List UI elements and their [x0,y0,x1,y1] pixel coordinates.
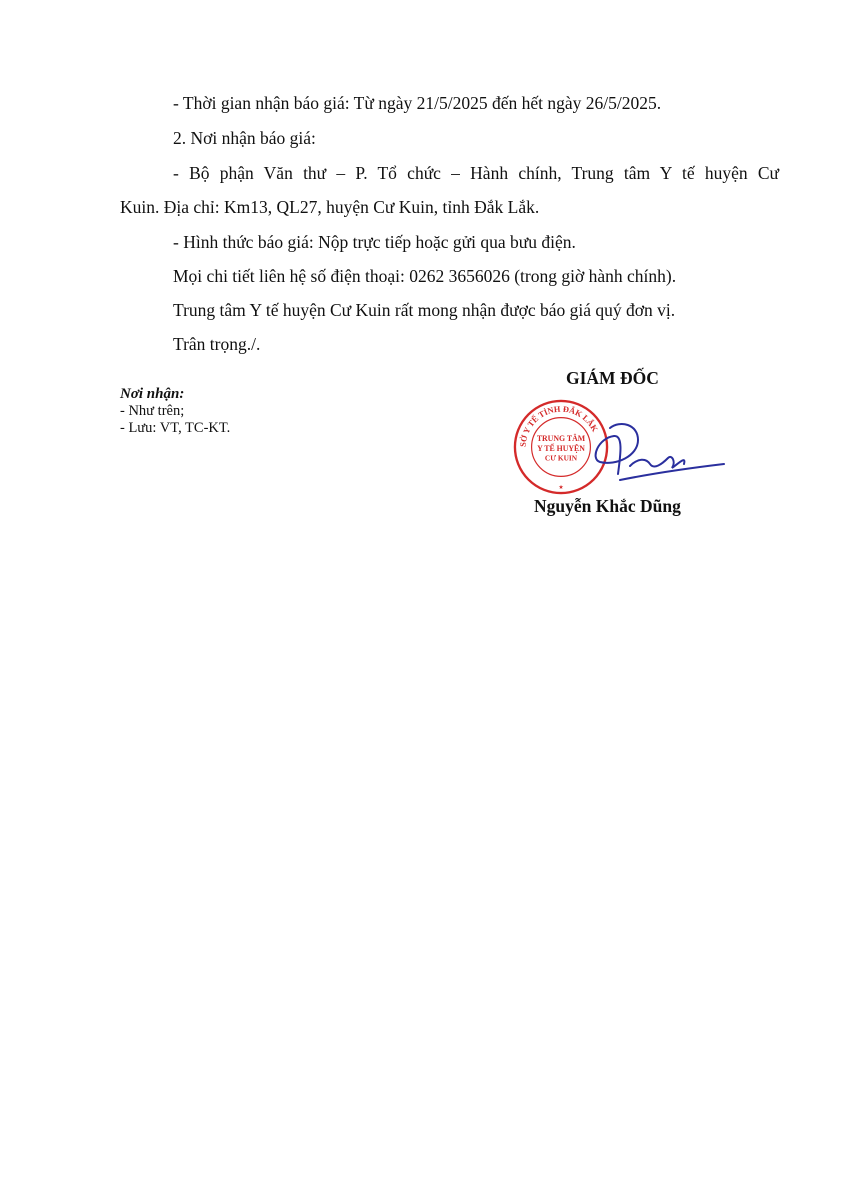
svg-text:CƯ KUIN: CƯ KUIN [544,453,578,463]
svg-text:★: ★ [558,485,564,492]
recipients-title: Nơi nhận: [120,386,185,402]
recipient-item: - Như trên; [120,403,185,419]
recipient-item: - Lưu: VT, TC-KT. [120,420,231,436]
closing-statement: Trung tâm Y tế huyện Cư Kuin rất mong nhận được báo giá quý đơn vị. [173,300,676,320]
regards-line: Trân trọng./. [173,334,261,354]
quote-place-line: - Bộ phận Văn thư – P. Tổ chức – Hành chính, Trung tâm Y tế huyện Cư [173,163,779,183]
signer-name: Nguyễn Khắc Dũng [534,496,681,516]
recipients-block [120,386,230,437]
handwritten-signature [580,418,730,490]
svg-text:TRUNG TÂM: TRUNG TÂM [536,434,586,444]
svg-text:Y TẾ HUYỆN: Y TẾ HUYỆN [537,443,585,453]
quote-time-line: - Thời gian nhận báo giá: Từ ngày 21/5/2025 đến hết ngày 26/5/2025. [173,93,662,113]
address-line: Kuin. Địa chỉ: Km13, QL27, huyện Cư Kuin, tỉnh Đắk Lắk. [120,197,540,217]
quote-form-line: - Hình thức báo giá: Nộp trực tiếp hoặc gửi qua bưu điện. [173,232,576,252]
contact-line: Mọi chi tiết liên hệ số điện thoại: 0262 3656026 (trong giờ hành chính). [173,266,677,286]
svg-text:SỞ Y TẾ TỈNH ĐẮK LẮK: SỞ Y TẾ TỈNH ĐẮK LẮK [518,404,600,448]
quote-place-heading: 2. Nơi nhận báo giá: [173,128,316,148]
signer-title: GIÁM ĐỐC [566,368,659,388]
